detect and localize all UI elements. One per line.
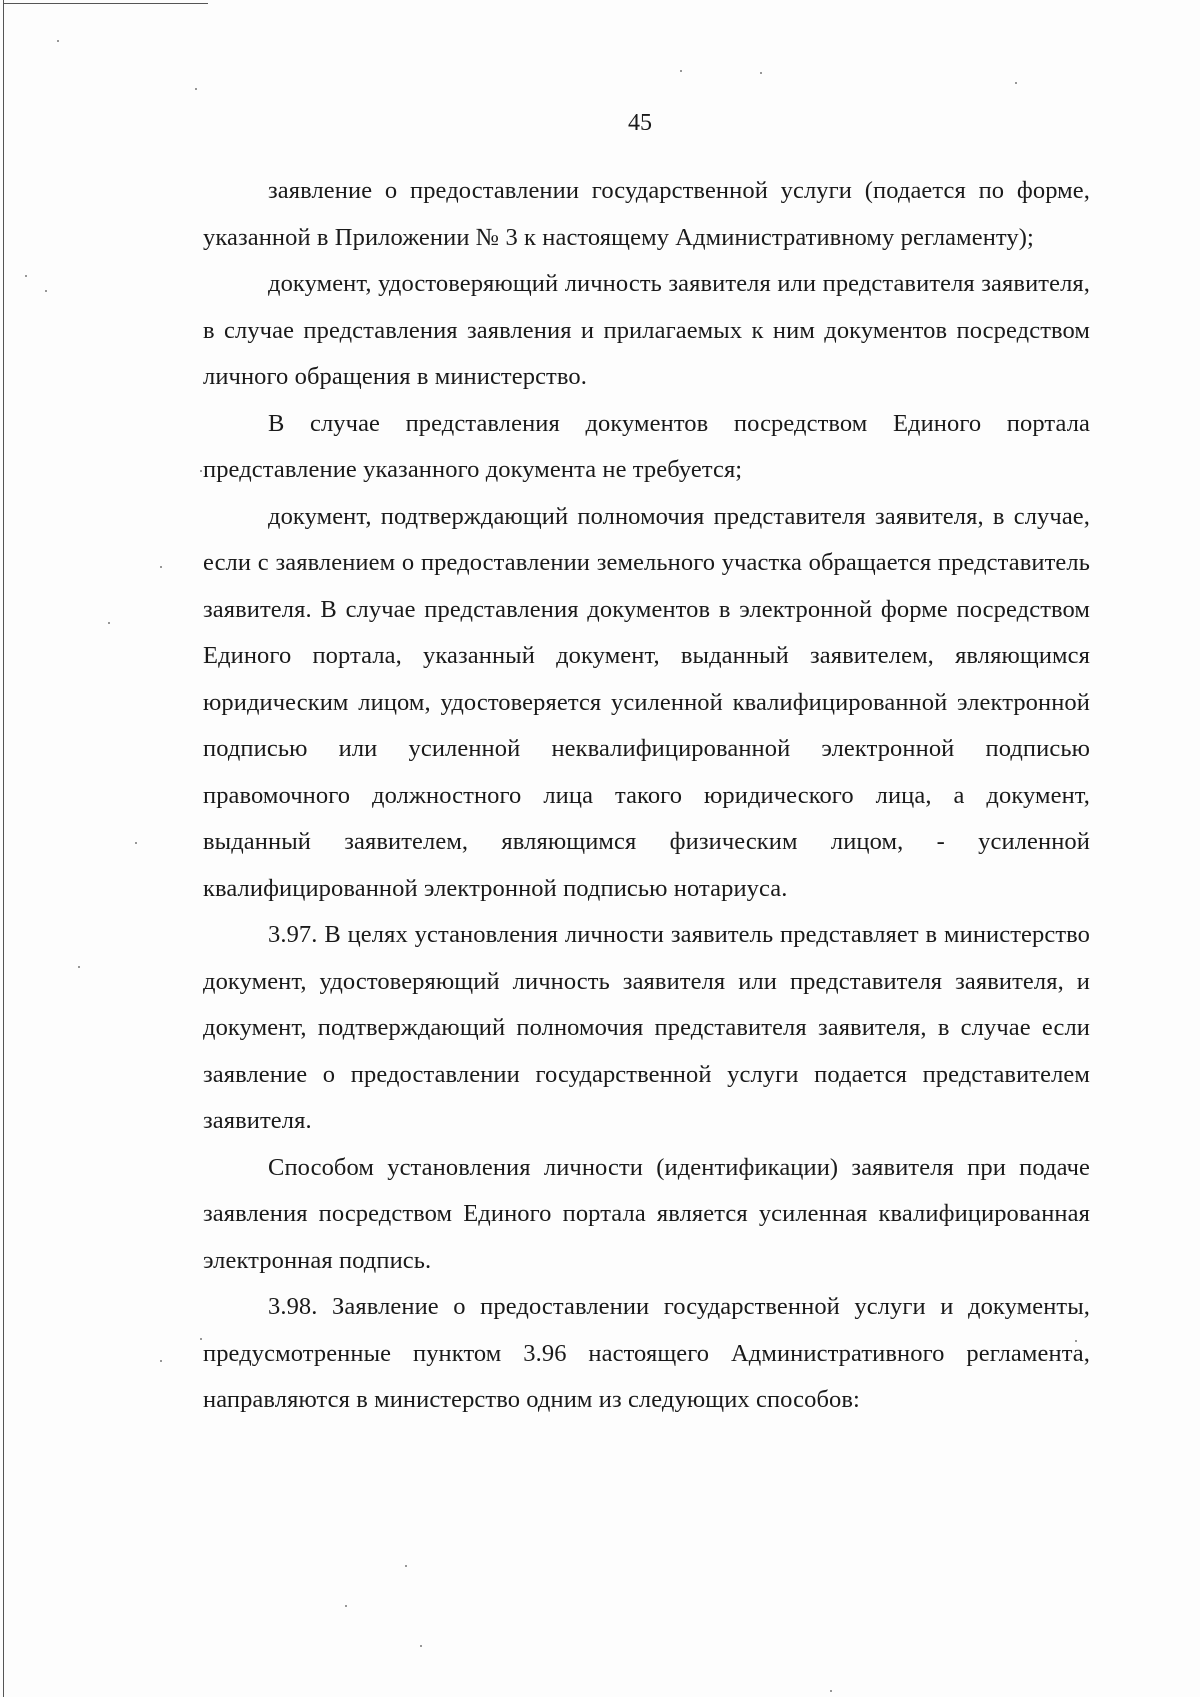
scan-speck — [1015, 82, 1017, 84]
scan-speck — [45, 290, 47, 292]
paragraph-identification-method: Способом установления личности (идентификации) заявителя при подаче заявления посредством Единого портала является усиленная квалифицированная электронная подпись. — [203, 1153, 1090, 1274]
paragraph-identity-document: документ, удостоверяющий личность заявителя или представителя заявителя, в случае представления заявления и прилагаемых к ним документов посредством личного обращения в министерство. — [203, 270, 1090, 390]
scan-speck — [200, 470, 202, 472]
scan-speck — [200, 1338, 202, 1340]
scan-speck — [25, 275, 27, 277]
scan-speck — [760, 72, 762, 74]
scan-speck — [135, 842, 137, 844]
scan-speck — [680, 70, 682, 72]
scan-speck — [405, 1565, 407, 1567]
scan-speck — [160, 566, 162, 568]
scan-edge-top — [3, 3, 208, 4]
scan-speck — [57, 40, 59, 42]
paragraph-application: заявление о предоставлении государственной услуги (подается по форме, указанной в Приложении № 3 к настоящему Административному регламенту); — [203, 177, 1090, 251]
paragraph-3-97: 3.97. В целях установления личности заявитель представляет в министерство документ, удостоверяющий личность заявителя или представителя заявителя, и документ, подтверждающий полномочия представителя заявителя, в случае если заявление о предоставлении государственной услуги подается представителем заявителя. — [203, 921, 1090, 1134]
scan-speck — [78, 966, 80, 968]
scan-speck — [420, 1645, 422, 1647]
body-text — [203, 168, 1090, 1424]
scan-edge-left — [3, 0, 4, 1697]
paragraph-portal-exemption: В случае представления документов посредством Единого портала представление указанного документа не требуется; — [203, 409, 1090, 483]
paragraph-authority-document: документ, подтверждающий полномочия представителя заявителя, в случае, если с заявлением о предоставлении земельного участка обращается представитель заявителя. В случае представления документов в электронной форме посредством Единого портала, указанный документ, выданный заявителем, являющимся юридическим лицом, удостоверяется усиленной квалифицированной электронной подписью или усиленной неквалифицированной электронной подписью правомочного должностного лица такого юридического лица, а документ, выданный заявителем, являющимся физическим лицом, - усиленной квалифицированной электронной подписью нотариуса. — [203, 502, 1090, 902]
scan-speck — [830, 1690, 832, 1692]
scan-speck — [108, 622, 110, 624]
page-number: 45 — [628, 110, 652, 136]
scan-speck — [160, 1360, 162, 1362]
paragraph-3-98: 3.98. Заявление о предоставлении государственной услуги и документы, предусмотренные пунктом 3.96 настоящего Административного регламента, направляются в министерство одним из следующих способов: — [203, 1293, 1090, 1413]
scan-speck — [345, 1605, 347, 1607]
scan-speck — [195, 88, 197, 90]
